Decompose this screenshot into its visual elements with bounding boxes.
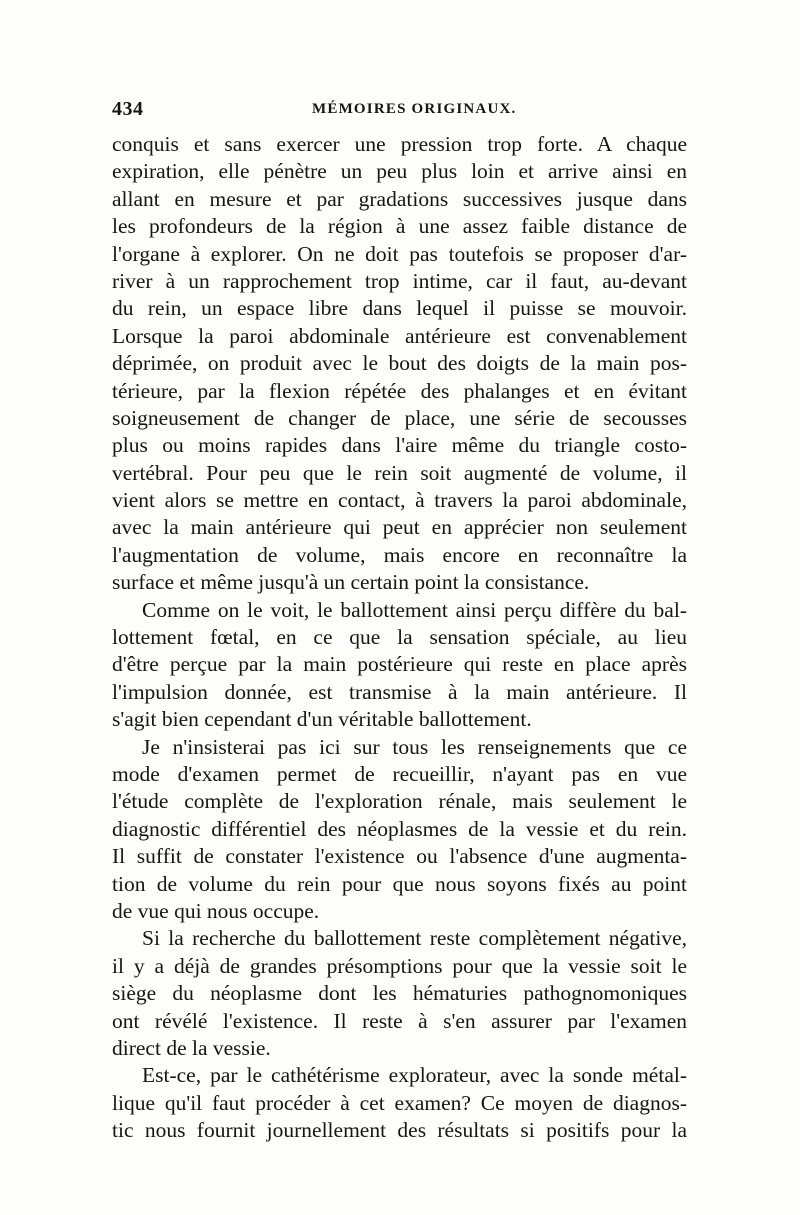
text-line: déprimée, on produit avec le bout des doigts de la main pos- (112, 351, 687, 376)
paragraph-start-line: Est-ce, par le cathétérisme explorateur, avec la sonde métal- (142, 1063, 687, 1088)
paragraph-start-line: Comme on le voit, le ballottement ainsi perçu diffère du bal- (142, 597, 687, 622)
text-line: les profondeurs de la région à une assez faible distance de (112, 214, 687, 239)
text-line: vertébral. Pour peu que le rein soit augmenté de volume, il (112, 460, 687, 485)
text-line: conquis et sans exercer une pression trop forte. A chaque (112, 132, 687, 156)
text-line: allant en mesure et par gradations successives jusque dans (112, 186, 687, 211)
text-line: siège du néoplasme dont les hématuries pathognomoniques (112, 981, 687, 1006)
text-line: avec la main antérieure qui peut en apprécier non seulement (112, 515, 687, 540)
text-line: mode d'examen permet de recueillir, n'ayant pas en vue (112, 761, 687, 786)
page-number: 434 (112, 98, 144, 120)
running-title: MÉMOIRES ORIGINAUX. (312, 101, 517, 117)
text-line: direct de la vessie. (112, 1035, 271, 1060)
body-text (112, 131, 687, 1144)
text-line: lottement fœtal, en ce que la sensation spéciale, au lieu (112, 625, 687, 650)
text-line: s'agit bien cependant d'un véritable ballottement. (112, 707, 532, 732)
text-line: d'être perçue par la main postérieure qui reste en place après (112, 652, 687, 677)
text-line: l'augmentation de volume, mais encore en reconnaître la (112, 542, 687, 567)
text-line: il y a déjà de grandes présomptions pour que la vessie soit le (112, 953, 687, 978)
text-line: vient alors se mettre en contact, à travers la paroi abdominale, (112, 488, 687, 513)
text-line: soigneusement de changer de place, une série de secousses (112, 405, 687, 430)
paragraph-start-line: Si la recherche du ballottement reste complètement négative, (142, 926, 687, 951)
page-header (112, 98, 687, 128)
text-line: térieure, par la flexion répétée des phalanges et en évitant (112, 378, 687, 403)
text-line: plus ou moins rapides dans l'aire même du triangle costo- (112, 433, 687, 458)
text-line: expiration, elle pénètre un peu plus loin et arrive ainsi en (112, 159, 687, 184)
text-line: ont révélé l'existence. Il reste à s'en assurer par l'examen (112, 1008, 687, 1033)
text-line: tion de volume du rein pour que nous soyons fixés au point (112, 871, 687, 896)
text-line: de vue qui nous occupe. (112, 898, 320, 923)
text-line: tic nous fournit journellement des résultats si positifs pour la (112, 1118, 687, 1143)
text-line: l'impulsion donnée, est transmise à la main antérieure. Il (112, 679, 687, 704)
text-line: diagnostic différentiel des néoplasmes de la vessie et du rein. (112, 816, 687, 841)
text-line: river à un rapprochement trop intime, car il faut, au-devant (112, 268, 687, 293)
text-line: lique qu'il faut procéder à cet examen? Ce moyen de diagnos- (112, 1090, 687, 1115)
text-line: Lorsque la paroi abdominale antérieure est convenablement (112, 323, 687, 348)
text-line: Il suffit de constater l'existence ou l'absence d'une augmenta- (112, 844, 687, 869)
paragraph-start-line: Je n'insisterai pas ici sur tous les renseignements que ce (142, 734, 687, 759)
text-line: l'organe à explorer. On ne doit pas toutefois se proposer d'ar- (112, 241, 687, 266)
text-line: du rein, un espace libre dans lequel il puisse se mouvoir. (112, 296, 687, 321)
text-line: l'étude complète de l'exploration rénale, mais seulement le (112, 789, 687, 814)
text-line: surface et même jusqu'à un certain point la consistance. (112, 570, 590, 595)
